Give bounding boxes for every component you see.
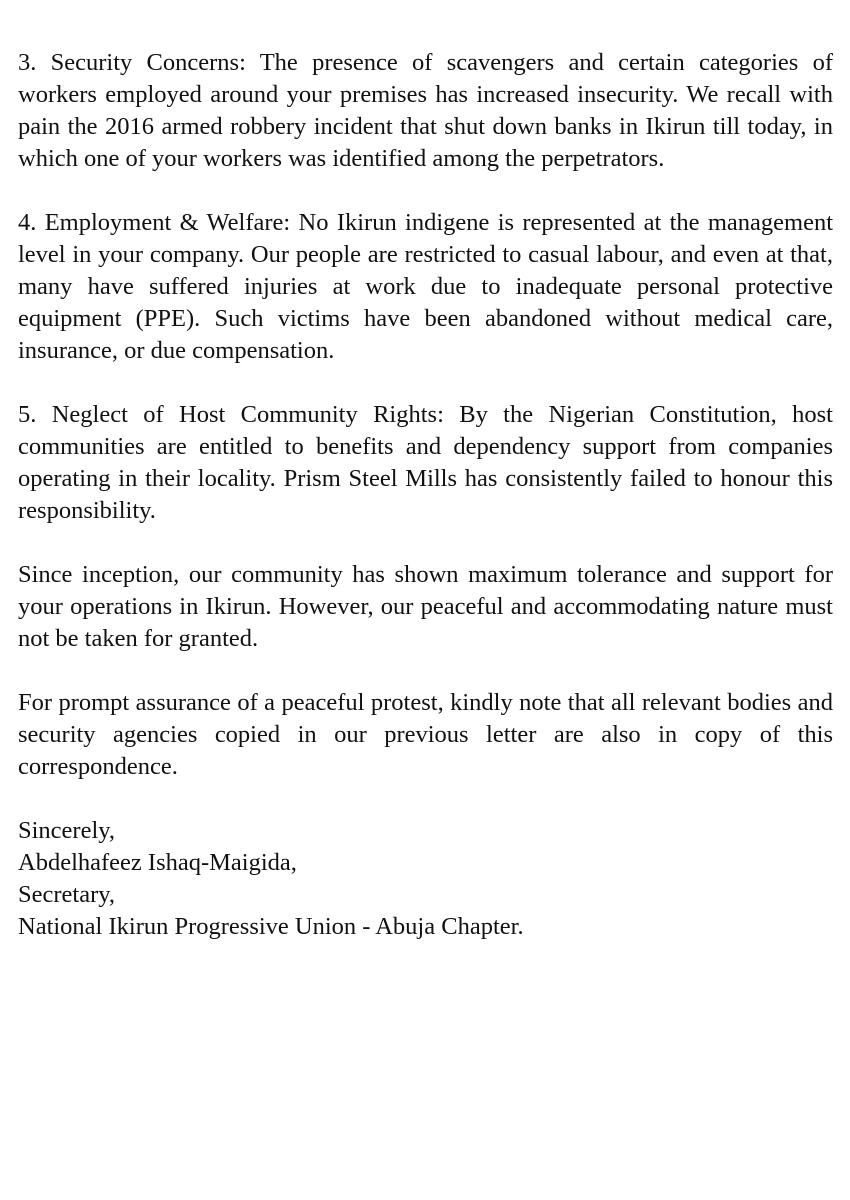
signatory-name: Abdelhafeez Ishaq-Maigida, (18, 849, 297, 876)
closing-line: Sincerely, (18, 817, 116, 844)
signatory-title: Secretary, (18, 881, 116, 908)
paragraph-peaceful-protest: For prompt assurance of a peaceful protest, kindly note that all relevant bodies and security agencies copied in our previous letter are also in copy of this correspondence. (18, 689, 833, 780)
paragraph-employment-welfare: 4. Employment & Welfare: No Ikirun indigene is represented at the management level in your company. Our people are restricted to casual labour, and even at that, many have suffered injuries at work due to inadequate personal protective equipment (PPE). Such victims have been abandoned without medical care, insurance, or due compensation. (18, 209, 833, 364)
paragraph-security-concerns: 3. Security Concerns: The presence of scavengers and certain categories of workers employed around your premises has increased insecurity. We recall with pain the 2016 armed robbery incident that shut down banks in Ikirun till today, in which one of your workers was identified among the perpetrators. (18, 49, 833, 172)
paragraph-tolerance: Since inception, our community has shown maximum tolerance and support for your operations in Ikirun. However, our peaceful and accommodating nature must not be taken for granted. (18, 561, 833, 652)
paragraph-host-community-rights: 5. Neglect of Host Community Rights: By the Nigerian Constitution, host communities are entitled to benefits and dependency support from companies operating in their locality. Prism Steel Mills has consistently failed to honour this responsibility. (18, 401, 833, 524)
letter-page (18, 47, 833, 943)
organization-name: National Ikirun Progressive Union - Abuja Chapter. (18, 913, 524, 940)
signature-block (18, 815, 833, 943)
